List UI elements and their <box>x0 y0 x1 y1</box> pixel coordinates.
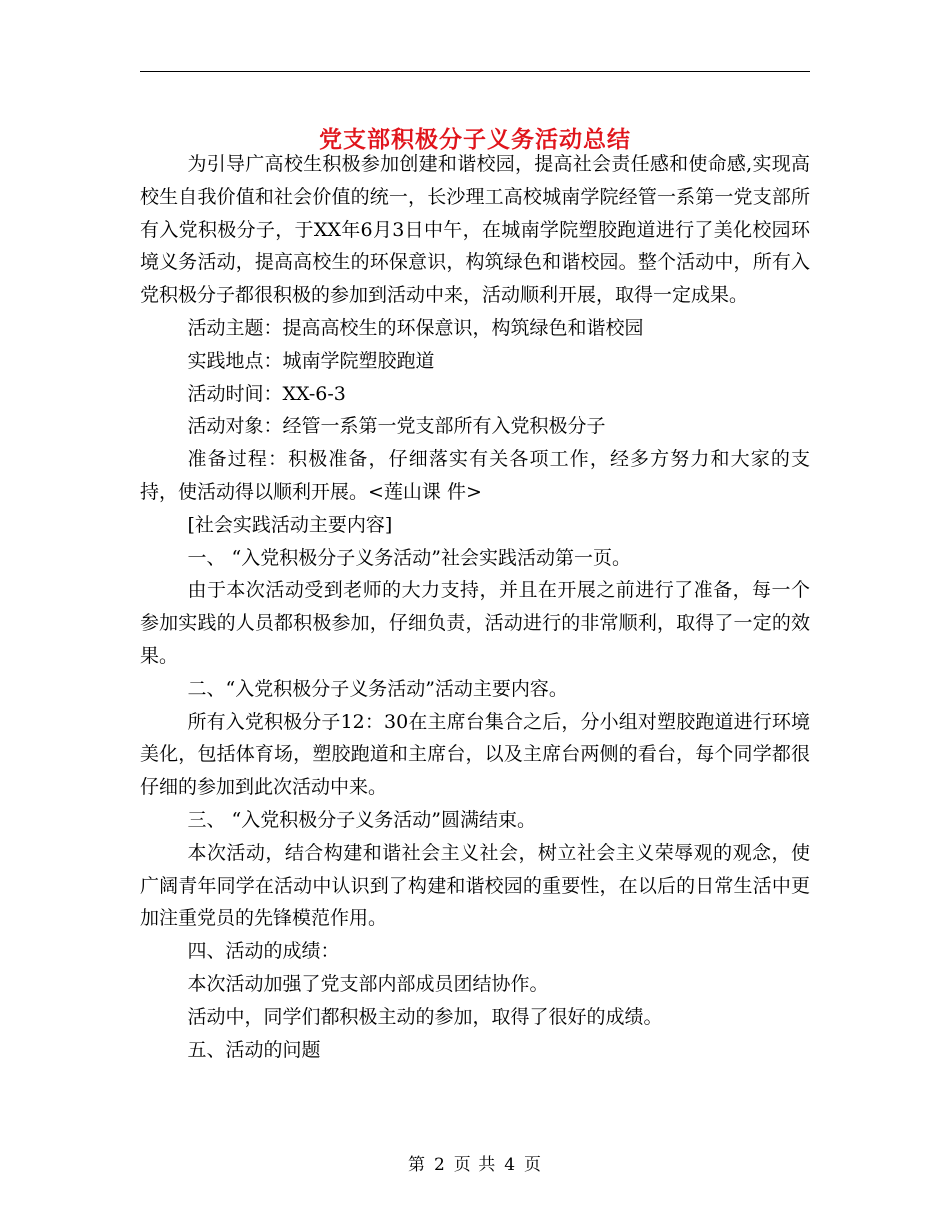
paragraph-participants: 活动对象：经管一系第一党支部所有入党积极分子 <box>187 415 606 438</box>
paragraph-location: 实践地点：城南学院塑胶跑道 <box>187 349 435 372</box>
document-body <box>140 148 810 1066</box>
paragraph-section-three: 本次活动，结合构建和谐社会主义社会，树立社会主义荣辱观的观念，使广阔青年同学在活动中认识到了构建和谐校园的重要性，在以后的日常生活中更加注重党员的先锋模范作用。 <box>140 841 810 930</box>
page-total: 4 <box>504 1155 517 1175</box>
paragraph-time: 活动时间：XX-6-3 <box>187 382 346 405</box>
page-number: 2 <box>433 1155 446 1175</box>
footer-prefix: 第 <box>407 1155 426 1175</box>
section-heading-one: 一、 “入党积极分子义务活动”社会实践活动第一页。 <box>187 546 631 569</box>
section-heading-two: 二、“入党积极分子义务活动”活动主要内容。 <box>187 677 568 700</box>
paragraph-intro: 为引导广高校生积极参加创建和谐校园，提高社会责任感和使命感,实现高校生自我价值和社会价值的统一，长沙理工高校城南学院经管一系第一党支部所有入党积极分子，于XX年6月3日中午，在城南学院塑胶跑道进行了美化校园环境义务活动，提高高校生的环保意识，构筑绿色和谐校园。整个活动中，所有入党积极分子都很积极的参加到活动中来，活动顺利开展，取得一定成果。 <box>140 153 810 307</box>
paragraph-section-two: 所有入党积极分子12：30在主席台集合之后，分小组对塑胶跑道进行环境美化，包括体育场，塑胶跑道和主席台，以及主席台两侧的看台，每个同学都很仔细的参加到此次活动中来。 <box>140 710 810 799</box>
section-heading-four: 四、活动的成绩： <box>187 940 340 963</box>
section-heading-five: 五、活动的问题 <box>187 1038 321 1061</box>
section-heading-main-content: [社会实践活动主要内容] <box>187 513 393 536</box>
page-footer <box>0 1152 950 1178</box>
paragraph-preparation: 准备过程：积极准备，仔细落实有关各项工作，经多方努力和大家的支持，使活动得以顺利开展。<莲山课 件> <box>140 448 810 503</box>
paragraph-section-four-a: 本次活动加强了党支部内部成员团结协作。 <box>187 972 549 995</box>
footer-suffix: 页 <box>524 1155 543 1175</box>
section-heading-three: 三、 “入党积极分子义务活动”圆满结束。 <box>187 808 536 831</box>
paragraph-section-one: 由于本次活动受到老师的大力支持，并且在开展之前进行了准备，每一个参加实践的人员都积极参加，仔细负责，活动进行的非常顺利，取得了一定的效果。 <box>140 579 810 667</box>
page-title: 党支部积极分子义务活动总结 <box>319 126 631 154</box>
header-rule <box>140 71 810 72</box>
footer-mid: 页 共 <box>453 1155 497 1175</box>
paragraph-section-four-b: 活动中，同学们都积极主动的参加，取得了很好的成绩。 <box>187 1005 663 1028</box>
paragraph-theme: 活动主题：提高高校生的环保意识，构筑绿色和谐校园 <box>187 316 644 339</box>
